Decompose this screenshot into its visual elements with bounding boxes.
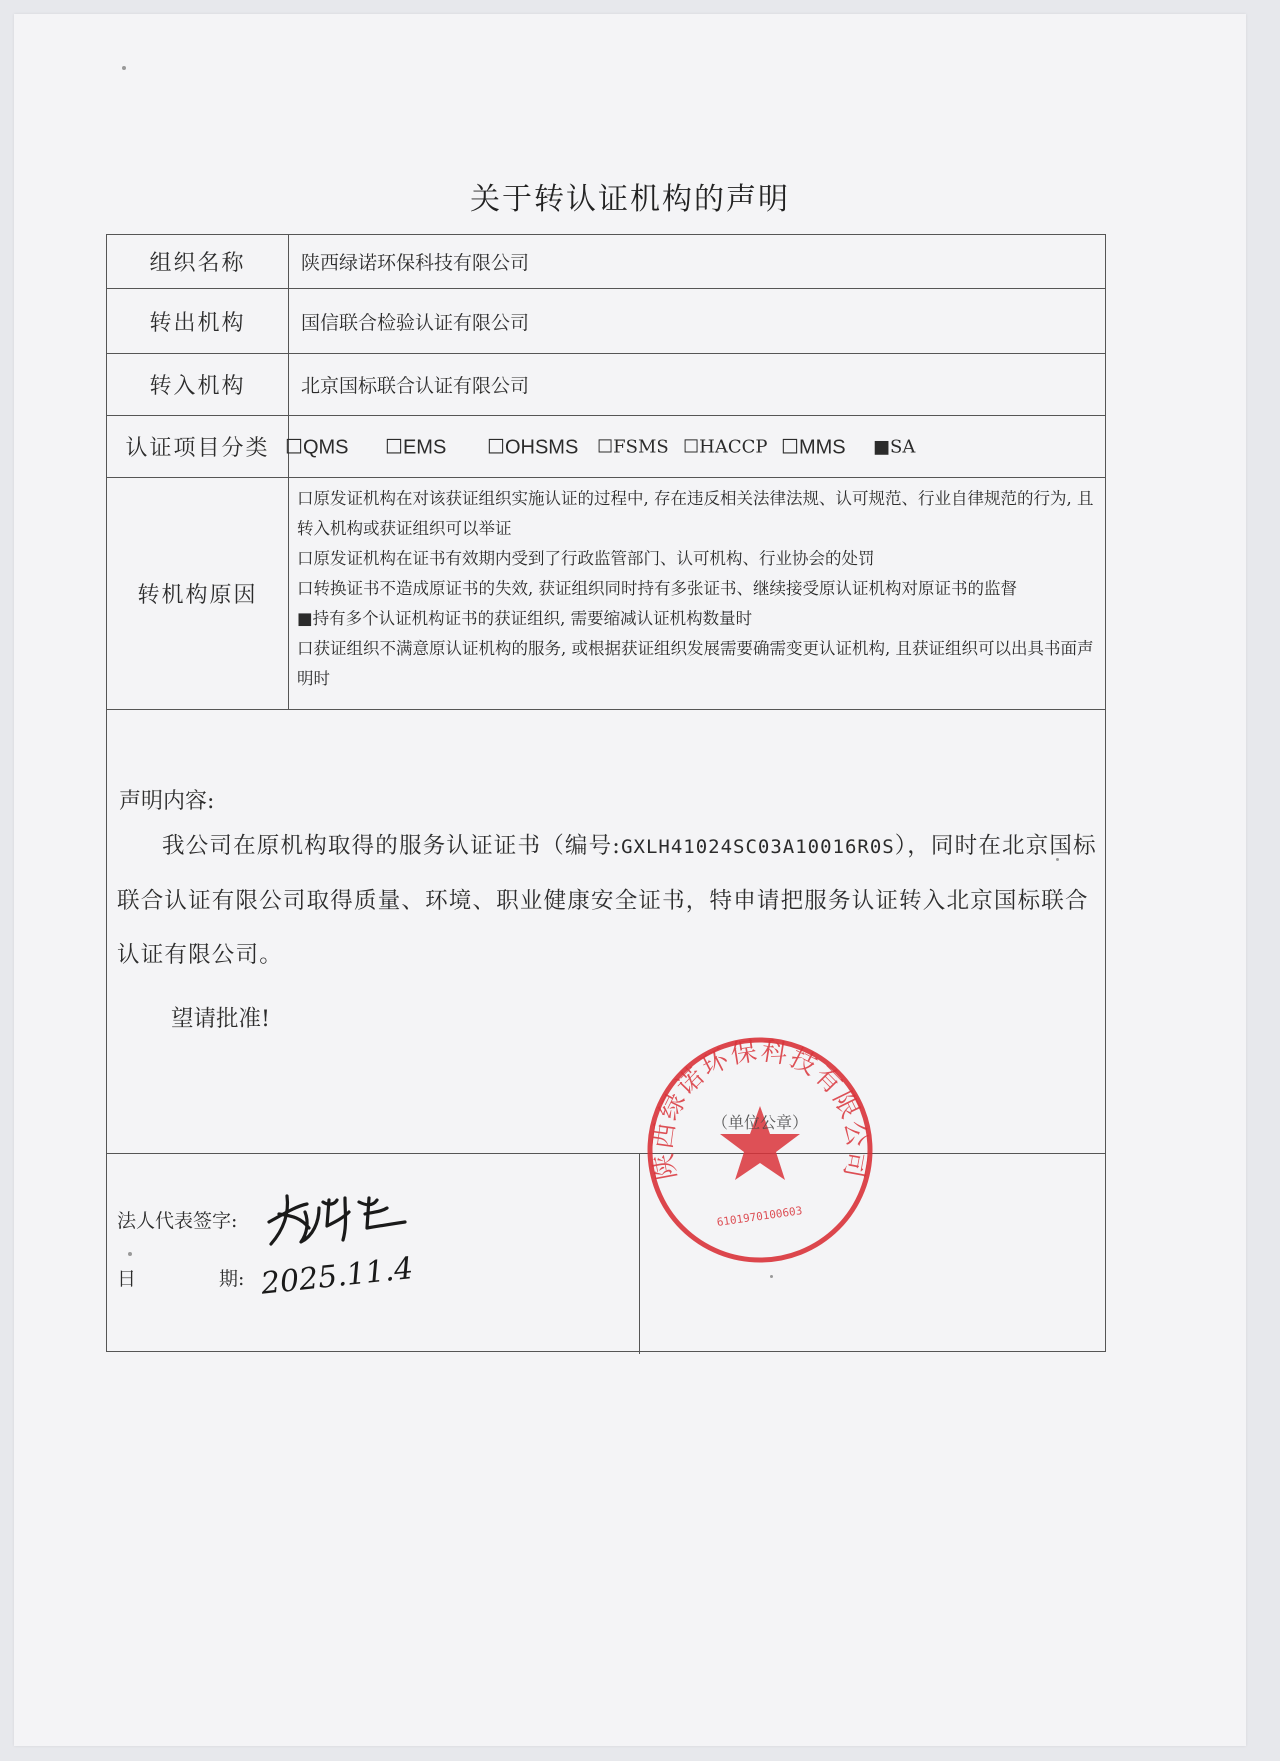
transfer-from-label: 转出机构 xyxy=(107,289,289,353)
signature-row xyxy=(107,1153,1105,1354)
date-label-right: 期: xyxy=(219,1268,245,1290)
category-options xyxy=(285,416,1095,477)
category-fsms: ☐FSMS xyxy=(597,436,669,457)
category-haccp: ☐HACCP xyxy=(683,436,768,457)
reason-label: 转机构原因 xyxy=(107,478,289,709)
svg-text:陕西绿诺环保科技有限公司: 陕西绿诺环保科技有限公司 xyxy=(648,1036,872,1182)
category-mms: ☐MMS xyxy=(781,436,846,458)
certificate-number: GXLH41024SC03A10016R0S xyxy=(621,836,895,858)
category-ohsms: ☐OHSMS xyxy=(487,436,579,458)
category-ems: ☐EMS xyxy=(385,436,447,458)
declaration-form xyxy=(106,234,1106,1352)
reason-checkbox: 口 xyxy=(297,579,314,598)
transfer-to-row xyxy=(107,354,1105,416)
org-name-value: 陕西绿诺环保科技有限公司 xyxy=(301,252,530,274)
org-name-label: 组织名称 xyxy=(107,235,289,288)
reason-row xyxy=(107,478,1105,710)
reason-item: 口转换证书不造成原证书的失效, 获证组织同时持有多张证书、继续接受原认证机构对原证书的监督 xyxy=(297,579,1017,598)
signature-label: 法人代表签字: xyxy=(117,1210,238,1232)
svg-text:2025.11.4: 2025.11.4 xyxy=(259,1250,415,1302)
reason-checkbox: 口 xyxy=(297,489,314,508)
reason-checkbox: 口 xyxy=(297,549,314,568)
company-seal-stamp xyxy=(640,1030,880,1270)
handwritten-signature xyxy=(257,1182,417,1252)
declaration-body: 我公司在原机构取得的服务认证证书（编号:GXLH41024SC03A10016R0S），同时在北京国标联合认证有限公司取得质量、环境、职业健康安全证书，特申请把服务认证转入北京国标联合认证有限公司。 xyxy=(117,833,1097,968)
reason-checkbox: 口 xyxy=(297,639,314,658)
reason-item: ■持有多个认证机构证书的获证组织, 需要缩减认证机构数量时 xyxy=(297,609,753,628)
category-qms: ☐QMS xyxy=(285,436,349,458)
reason-item: 口获证组织不满意原认证机构的服务, 或根据获证组织发展需要确需变更认证机构, 且获证组织可以出具书面声明时 xyxy=(297,639,1094,688)
category-sa: ■SA xyxy=(873,436,916,457)
transfer-to-value: 北京国标联合认证有限公司 xyxy=(301,375,530,397)
transfer-from-value: 国信联合检验认证有限公司 xyxy=(301,311,530,334)
reason-item: 口原发证机构在对该获证组织实施认证的过程中, 存在违反相关法律法规、认可规范、行业自律规范的行为, 且转入机构或获证组织可以举证 xyxy=(297,489,1094,538)
reason-checkbox: ■ xyxy=(297,609,313,628)
svg-text:（单位公章）: （单位公章） xyxy=(711,1113,809,1132)
declaration-heading: 声明内容: xyxy=(119,789,215,814)
category-row xyxy=(107,416,1105,478)
transfer-from-row xyxy=(107,289,1105,354)
date-label-left: 日 xyxy=(117,1268,137,1290)
approval-request: 望请批准! xyxy=(171,1006,271,1032)
speck xyxy=(122,66,126,70)
svg-text:6101970100603: 6101970100603 xyxy=(715,1204,804,1229)
reason-list xyxy=(297,484,1097,694)
transfer-to-label: 转入机构 xyxy=(107,354,289,415)
document-title: 关于转认证机构的声明 xyxy=(470,182,790,217)
org-name-row xyxy=(107,235,1105,289)
handwritten-date xyxy=(257,1250,415,1306)
reason-item: 口原发证机构在证书有效期内受到了行政监管部门、认可机构、行业协会的处罚 xyxy=(297,549,875,568)
category-label: 认证项目分类 xyxy=(107,416,289,477)
